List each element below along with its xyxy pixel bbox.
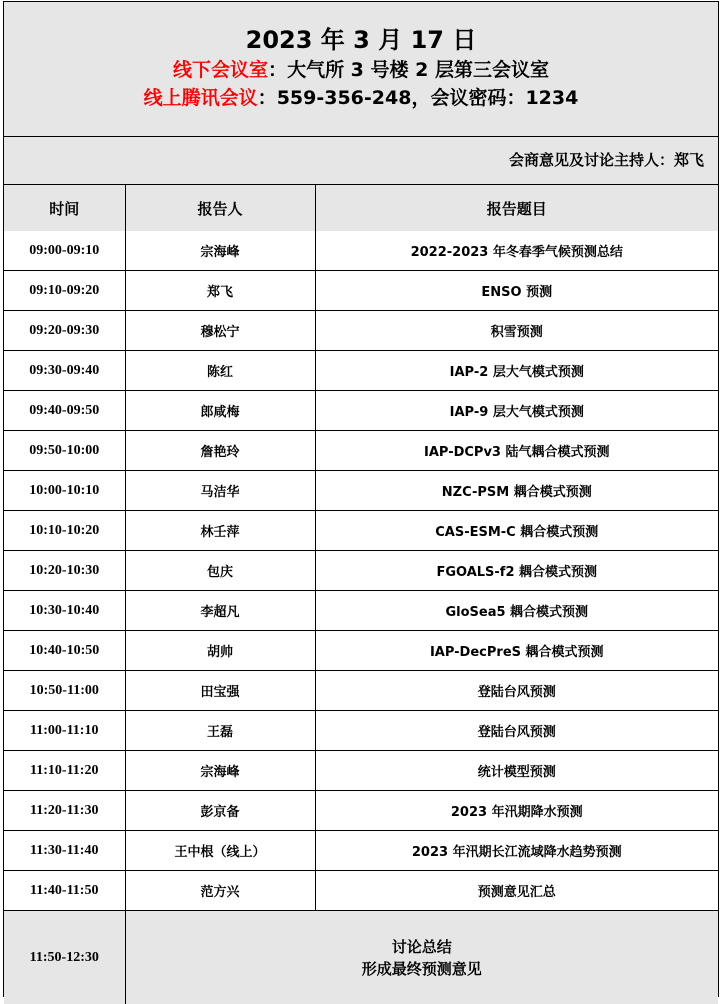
column-header-speaker: 报告人 [125, 185, 315, 231]
table-row [4, 431, 718, 471]
time-cell: 09:50-10:00 [4, 431, 125, 471]
host-line: 会商意见及讨论主持人：郑飞 [4, 137, 718, 185]
speaker-cell: 郑飞 [125, 271, 315, 311]
topic-cell: ENSO 预测 [315, 271, 718, 311]
time-cell: 11:50-12:30 [4, 911, 125, 1004]
table-row [4, 311, 718, 351]
speaker-cell: 郎咸梅 [125, 391, 315, 431]
table-row [4, 631, 718, 671]
online-meeting-value: 559-356-248，会议密码：1234 [277, 87, 579, 109]
time-cell: 11:10-11:20 [4, 751, 125, 791]
time-cell: 09:10-09:20 [4, 271, 125, 311]
topic-cell: NZC-PSM 耦合模式预测 [315, 471, 718, 511]
time-cell: 10:20-10:30 [4, 551, 125, 591]
topic-cell: FGOALS-f2 耦合模式预测 [315, 551, 718, 591]
speaker-cell: 詹艳玲 [125, 431, 315, 471]
speaker-cell: 范方兴 [125, 871, 315, 911]
table-row [4, 711, 718, 751]
time-cell: 10:10-10:20 [4, 511, 125, 551]
offline-room-separator: ： [268, 59, 287, 81]
time-cell: 09:00-09:10 [4, 231, 125, 271]
table-row [4, 511, 718, 551]
topic-cell: 2022-2023 年冬春季气候预测总结 [315, 231, 718, 271]
speaker-cell: 王磊 [125, 711, 315, 751]
table-row [4, 391, 718, 431]
table-row [4, 871, 718, 911]
topic-cell: 2023 年汛期长江流域降水趋势预测 [315, 831, 718, 871]
speaker-cell: 李超凡 [125, 591, 315, 631]
table-row [4, 831, 718, 871]
speaker-cell: 包庆 [125, 551, 315, 591]
topic-cell: 登陆台风预测 [315, 711, 718, 751]
speaker-cell: 彭京备 [125, 791, 315, 831]
table-row [4, 591, 718, 631]
time-cell: 10:50-11:00 [4, 671, 125, 711]
speaker-cell: 王中根（线上） [125, 831, 315, 871]
speaker-cell: 胡帅 [125, 631, 315, 671]
topic-cell: IAP-9 层大气模式预测 [315, 391, 718, 431]
agenda-header [4, 2, 718, 137]
table-row [4, 551, 718, 591]
offline-room-value: 大气所 3 号楼 2 层第三会议室 [287, 59, 549, 81]
time-cell: 10:40-10:50 [4, 631, 125, 671]
speaker-cell: 宗海峰 [125, 751, 315, 791]
time-cell: 09:30-09:40 [4, 351, 125, 391]
discussion-line-1: 讨论总结 [126, 936, 719, 958]
discussion-line-2: 形成最终预测意见 [126, 958, 719, 980]
schedule-table [4, 185, 718, 1004]
speaker-cell: 田宝强 [125, 671, 315, 711]
topic-cell: CAS-ESM-C 耦合模式预测 [315, 511, 718, 551]
discussion-row [4, 911, 718, 1004]
table-row [4, 751, 718, 791]
speaker-cell: 穆松宁 [125, 311, 315, 351]
table-row [4, 351, 718, 391]
time-cell: 11:20-11:30 [4, 791, 125, 831]
column-header-topic: 报告题目 [315, 185, 718, 231]
online-meeting-label: 线上腾讯会议 [144, 87, 258, 109]
speaker-cell: 马洁华 [125, 471, 315, 511]
table-header-row [4, 185, 718, 231]
table-row [4, 471, 718, 511]
table-row [4, 231, 718, 271]
time-cell: 10:00-10:10 [4, 471, 125, 511]
topic-cell: 积雪预测 [315, 311, 718, 351]
speaker-cell: 林壬萍 [125, 511, 315, 551]
online-meeting-line [4, 84, 718, 112]
time-cell: 10:30-10:40 [4, 591, 125, 631]
time-cell: 11:30-11:40 [4, 831, 125, 871]
time-cell: 11:40-11:50 [4, 871, 125, 911]
topic-cell: 预测意见汇总 [315, 871, 718, 911]
topic-cell: GloSea5 耦合模式预测 [315, 591, 718, 631]
topic-cell: 登陆台风预测 [315, 671, 718, 711]
topic-cell: IAP-DecPreS 耦合模式预测 [315, 631, 718, 671]
time-cell: 09:20-09:30 [4, 311, 125, 351]
table-row [4, 671, 718, 711]
speaker-cell: 宗海峰 [125, 231, 315, 271]
topic-cell: 统计模型预测 [315, 751, 718, 791]
online-meeting-separator: ： [258, 87, 277, 109]
topic-cell: IAP-2 层大气模式预测 [315, 351, 718, 391]
topic-cell: 2023 年汛期降水预测 [315, 791, 718, 831]
table-row [4, 791, 718, 831]
speaker-cell: 陈红 [125, 351, 315, 391]
discussion-cell [125, 911, 718, 1004]
offline-room-label: 线下会议室 [173, 59, 268, 81]
agenda-sheet [3, 1, 719, 997]
time-cell: 11:00-11:10 [4, 711, 125, 751]
meeting-date: 2023 年 3 月 17 日 [4, 24, 718, 56]
table-row [4, 271, 718, 311]
offline-room-line [4, 56, 718, 84]
time-cell: 09:40-09:50 [4, 391, 125, 431]
column-header-time: 时间 [4, 185, 125, 231]
topic-cell: IAP-DCPv3 陆气耦合模式预测 [315, 431, 718, 471]
